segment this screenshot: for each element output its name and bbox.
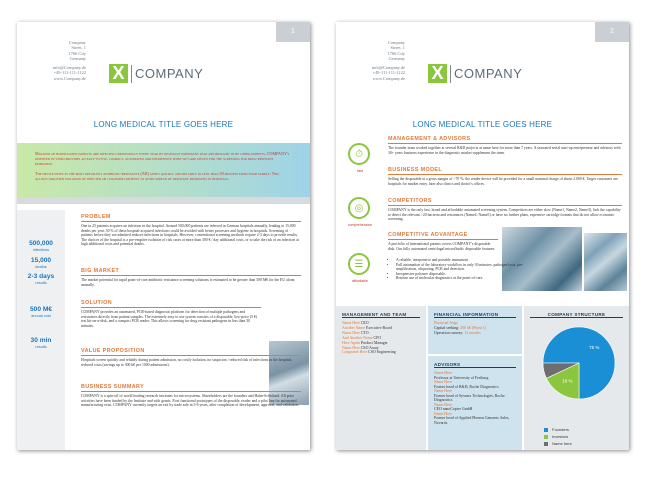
address-line: 1766 City bbox=[68, 50, 86, 56]
team-row: Here Again Product Manager bbox=[342, 340, 388, 345]
stats-sidebar bbox=[17, 210, 65, 450]
section-heading: COMPETITORS bbox=[388, 198, 622, 206]
address-email: info@Company.de bbox=[52, 65, 86, 71]
financial-row: Capital seeking: 200 k€ (Phase I) bbox=[434, 325, 486, 330]
advisor-row: Name Here Former head of R&D, Roche Diagnostics bbox=[434, 380, 499, 389]
logo-mark: X bbox=[428, 64, 447, 83]
legend-item: Investors bbox=[544, 433, 624, 440]
advisor-row: Name Here Former head of Sysmex Technologies, Roche Diagnostics bbox=[434, 389, 505, 402]
bullet-item: • Inexpensive polymer disposable. bbox=[396, 272, 538, 277]
section-text: COMPANY is the only fast, broad and affordable automated screening system. Competitors are either slow (Name1, Name2, Name3), lack the capability to detect the relevant >20 bacteria and resistances (Name4, Name5) or have no further plans, expensive cartridge formats that do not allow economic screening. bbox=[388, 208, 621, 222]
team-row: Another Name Executive Board bbox=[342, 325, 393, 330]
advisor-row: Name Here Professor at University of Freiburg bbox=[434, 371, 489, 380]
icon-label: comprehensive bbox=[347, 223, 373, 227]
section-text: The founder team worked together at several R&D projects at name here for more than 7 years. A seasoned serial start-up entrepreneur and advisors with 30+ years business experience in the diagnostic market supplement the team. bbox=[388, 146, 621, 155]
icon-label: affordable bbox=[352, 279, 368, 283]
address-phone: +49-111-111-1122 bbox=[372, 70, 405, 76]
management-team-box bbox=[336, 306, 426, 450]
team-row: Name Here CEO bbox=[342, 321, 369, 325]
section-heading: PROBLEM bbox=[81, 214, 301, 222]
lab-device-photo bbox=[584, 233, 627, 291]
section-value-proposition bbox=[81, 348, 301, 367]
address-website: www.Company.de bbox=[53, 75, 86, 81]
page-one bbox=[17, 22, 310, 450]
chart-legend bbox=[544, 426, 624, 447]
section-text: COMPANY provides an automated, PCR-based diagnostic platform for detection of multiple pathogens and resistances directly from patient samples. The extremely easy to use system consists of a disposable, low-price (5 €) test kit-on-a-disk, and a compact PCR reader. This allows screening for drug resistant pathogens in less than 30 minutes. bbox=[81, 310, 258, 328]
financial-info-box bbox=[428, 306, 522, 354]
coins-icon: ☰ bbox=[348, 253, 370, 275]
section-competitors bbox=[388, 198, 622, 222]
team-row: And Another Name CFO bbox=[342, 335, 382, 340]
team-row: Name Here CSO Assay bbox=[342, 345, 379, 350]
advisors-box bbox=[428, 356, 522, 450]
stat-results-minutes: 30 min results bbox=[30, 337, 52, 349]
page-two bbox=[336, 22, 629, 450]
page-number: 2 bbox=[595, 22, 629, 42]
address-line: Street, 1 bbox=[390, 45, 405, 51]
intro-paragraph: The device detects the most prevalent antibiotic-resistance (AR) genes quickly and reliably in less than 30 minutes from swab sample. This allows targeted isolation of infected or colonized patients to avoid spread of resistant pathogens in hospitals. bbox=[35, 170, 280, 181]
section-big-market bbox=[81, 268, 301, 287]
address-line: Company bbox=[387, 40, 405, 45]
section-solution bbox=[81, 300, 261, 328]
stat-infections: 500,000 infections bbox=[29, 240, 53, 252]
box-heading: ADVISORS bbox=[434, 362, 516, 368]
section-text: The market potential for rapid point-of-care antibiotic resistance screening solutions is estimated to be greater than 500 M€ for the EU alone, annually. bbox=[81, 278, 296, 287]
financial-row: Financial Stage bbox=[434, 321, 459, 325]
stopwatch-icon: ⏱ bbox=[348, 143, 370, 165]
pie-data-label: 18 % bbox=[562, 378, 573, 384]
address-line: Germany bbox=[69, 55, 86, 61]
section-text: One in 25 patients acquires an infection in the hospital. Around 500,000 patients are infected in German hospitals annually, leading to 15,000 deaths per year. 30 % of these hospital-acquired infections could be avoided with better processes and hygiene in hospitals. Screening of patients before they are admitted reduces infections in hospitals. However, conventional screening methods require 2-3 days to provide results. The choices of the hospital is a pre-emptive isolation of risk cases at more than 300 € / day additional costs, or to take the risk of an infection at high additional costs and potential deaths. bbox=[81, 224, 299, 247]
address-line: Germany bbox=[388, 55, 405, 61]
section-heading: COMPETITIVE ADVANTAGE bbox=[388, 232, 498, 240]
section-business-model bbox=[388, 167, 622, 186]
team-row: Longname Here CSO Engineering bbox=[342, 350, 396, 355]
section-management-advisors bbox=[388, 136, 622, 155]
bullet-item: • Routine use of molecular diagnostics at the point-of-care. bbox=[396, 276, 538, 281]
logo-mark: X bbox=[109, 64, 128, 83]
icon-label: fast bbox=[357, 169, 363, 173]
target-icon: ◎ bbox=[348, 197, 370, 219]
logo-text: COMPANY bbox=[135, 66, 204, 81]
legend-item: Name here bbox=[544, 440, 624, 447]
section-heading: BUSINESS SUMMARY bbox=[81, 384, 301, 392]
advisor-row: Name Here Former head of Applied Phenon Genomic Sales, Novartis bbox=[434, 411, 510, 425]
advisor-row: Name Here CEO nanoCopter GmbH bbox=[434, 402, 473, 411]
stat-annual-cost: 500 M€ annual cost bbox=[30, 306, 52, 318]
company-address bbox=[369, 40, 405, 81]
address-line: 1766 City bbox=[387, 50, 405, 56]
bullet-item: • A reliable, inexpensive and portable instrument bbox=[396, 258, 538, 263]
section-problem bbox=[81, 214, 301, 247]
company-logo bbox=[109, 64, 203, 83]
section-text: Hospitals screen quickly and reliably during patient admission, no costly isolation, no suspicion / reduced risk of infections in the hospital, reduced costs (savings up to 300 k€ per 1000 admissions). bbox=[81, 358, 292, 367]
pie-data-label: 75 % bbox=[589, 345, 600, 351]
page-number: 1 bbox=[276, 22, 310, 42]
address-phone: +49-111-111-1122 bbox=[53, 70, 86, 76]
section-heading: BIG MARKET bbox=[81, 268, 301, 276]
company-structure-box bbox=[524, 306, 629, 450]
document-title: LONG MEDICAL TITLE GOES HERE bbox=[412, 120, 553, 129]
section-text: COMPANY is a spin-off of world leading research institutes for microsystems. Shareholders are the founders and Hahn-Schickard. All prior activities have been funded by the Institute and with grants. First functional prototypes of the disposable, reader and a pilot line for automated manufacturing exist. COMPANY currently targets an exit by trade sale in 5-6 years, after completion of development, approval, and validation. bbox=[81, 394, 299, 408]
box-heading: COMPANY STRUCTURE bbox=[530, 312, 623, 318]
legend-item: Founders bbox=[544, 426, 624, 433]
section-text: Selling the disposable at a gross margin of >70 %; the reader device will be provided for a small nominal charge of about 2.000 €. Target customers are hospitals for market entry, later also clinics and doctor's offices. bbox=[388, 177, 618, 186]
section-heading: SOLUTION bbox=[81, 300, 261, 308]
bullet-item: • Full automation of the laboratory workflow in only 30 minutes: pathogen lysis, pre-amplification, aliquoting, PCR and detection. bbox=[396, 263, 538, 272]
box-heading: FINANCIAL INFORMATION bbox=[434, 312, 516, 318]
address-website: www.Company.de bbox=[372, 75, 405, 81]
address-line: Street, 1 bbox=[71, 45, 86, 51]
company-logo bbox=[428, 64, 522, 83]
team-row: Name Here CTO bbox=[342, 330, 369, 335]
box-heading: MANAGEMENT AND TEAM bbox=[342, 312, 420, 318]
section-business-summary bbox=[81, 384, 301, 408]
section-heading: VALUE PROPOSITION bbox=[81, 348, 301, 356]
intro-paragraph: Millions of hospitalized patients are infected unknowingly every year by resistant pathogens that are brought in by other patients. COMPANY's patented in-vitro provides an easy-to-use, compact, automated and inexpensive point-of-care device for the screening for drug-resistant pathogens. bbox=[35, 151, 290, 167]
section-heading: BUSINESS MODEL bbox=[388, 167, 622, 175]
company-address bbox=[50, 40, 86, 81]
stat-deaths: 15,000 deaths bbox=[30, 257, 52, 269]
address-line: Company bbox=[68, 40, 86, 45]
section-heading: MANAGEMENT & ADVISORS bbox=[388, 136, 622, 144]
financial-row: Operation runway: 12 months bbox=[434, 330, 481, 335]
address-email: info@Company.de bbox=[371, 65, 405, 71]
advantage-bullets bbox=[388, 258, 538, 281]
intro-band bbox=[17, 143, 310, 197]
stat-results-days: 2-3 days results bbox=[27, 273, 55, 285]
feature-icons bbox=[336, 129, 384, 309]
section-competitive-advantage bbox=[388, 232, 498, 251]
logo-text: COMPANY bbox=[454, 66, 523, 81]
ownership-pie-chart bbox=[524, 321, 629, 411]
section-text: A portfolio of international patents covers COMPANY's disposable disk. Our fully automated centrifugal microfluidic disposable features: bbox=[388, 242, 496, 251]
document-title: LONG MEDICAL TITLE GOES HERE bbox=[93, 120, 234, 129]
